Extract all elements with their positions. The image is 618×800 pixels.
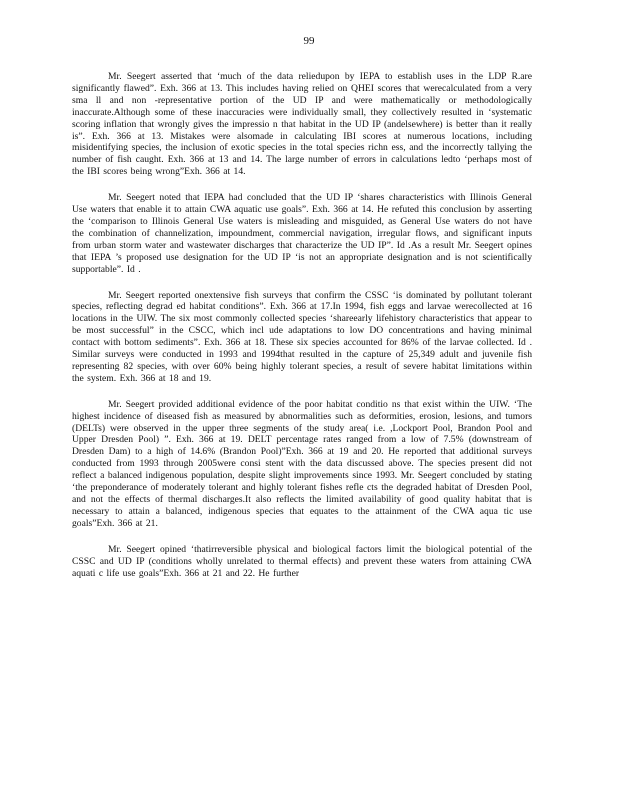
paragraph-5: Mr. Seegert opined ‘thatirreversible physical and biological factors limit the biological potential of the CSSC and UD IP (conditions wholly unrelated to thermal effects) and prevent these waters from attaining CWA aquati c life use goals”Exh. 366 at 21 and 22. He further (72, 543, 532, 579)
page-number: 99 (303, 35, 315, 47)
paragraph-4: Mr. Seegert provided additional evidence of the poor habitat conditio ns that exist within the UIW. ‘The highest incidence of diseased fish as measured by abnormalities such as deformities, erosion, lesions, and tumors (DELTs) were observed in the upper three segments of the study area( i.e. ,Lockport Pool, Brandon Pool and Upper Dresden Pool) ”. Exh. 366 at 19. DELT percentage rates ranged from a low of 7.5% (downstream of Dresden Dam) to a high of 14.6% (Brandon Pool)”Exh. 366 at 19 and 20. He reported that additional surveys conducted from 1993 through 2005were consi stent with the data discussed above. The species present did not reflect a balanced indigenous population, despite slight improvements since 1993. Mr. Seegert concluded by stating ‘the preponderance of moderately tolerant and highly tolerant fishes refle cts the degraded habitat of Dresden Pool, and not the effects of thermal discharges.It also reflects the limited availability of good quality habitat that is necessary to attain a balanced, indigenous species that equates to the attainment of the CWA aqua tic use goals”Exh. 366 at 21. (72, 398, 532, 529)
paragraph-3: Mr. Seegert reported onextensive fish surveys that confirm the CSSC ‘is dominated by pollutant tolerant species, reflecting degrad ed habitat conditions”. Exh. 366 at 17.In 1994, fish eggs and larvae werecollected at 16 locations in the UIW. The six most commonly collected species ‘shareearly lifehistory characteristics that appear to be most successful” in the CSCC, which incl ude adaptations to low DO concentrations and having minimal contact with bottom sediments”. Exh. 366 at 18. These six species accounted for 86% of the larvae collected. Id . Similar surveys were conducted in 1993 and 1994that resulted in the capture of 25,349 adult and juvenile fish representing 82 species, with over 60% being highly tolerant species, a result of severe habitat limitations within the system. Exh. 366 at 18 and 19. (72, 289, 532, 384)
body-text (72, 71, 532, 593)
paragraph-1: Mr. Seegert asserted that ‘much of the data reliedupon by IEPA to establish uses in the LDP R.are significantly flawed”. Exh. 366 at 13. This includes having relied on QHEI scores that werecalculated from a very sma ll and non -representative portion of the UD IP and were mathematically or methodologically inaccurate.Although some of these inaccuracies were individually small, they collectively resulted in ‘systematic scoring inflation that wrongly gives the impressio n that habitat in the UD IP (andelsewhere) is better than it really is”. Exh. 366 at 13. Mistakes were alsomade in calculating IBI scores at numerous locations, including misidentifying species, the inclusion of exotic species in the total species richn ess, and the incorrectly tallying the number of fish caught. Exh. 366 at 13 and 14. The large number of errors in calculations ledto ‘perhaps most of the IBI scores being wrong”Exh. 366 at 14. (72, 71, 532, 178)
paragraph-2: Mr. Seegert noted that IEPA had concluded that the UD IP ‘shares characteristics with Illinois General Use waters that enable it to attain CWA aquatic use goals”. Exh. 366 at 14. He refuted this conclusion by asserting the ‘comparison to Illinois General Use waters is misleading and misguided, as General Use waters do not have the combination of channelization, impoundment, commercial navigation, irregular flows, and significant inputs from urban storm water and wastewater discharges that characterize the UD IP”. Id .As a result Mr. Seegert opines that IEPA ’s proposed use designation for the UD IP ‘is not an appropriate designation and is not scientifically supportable”. Id . (72, 192, 532, 275)
